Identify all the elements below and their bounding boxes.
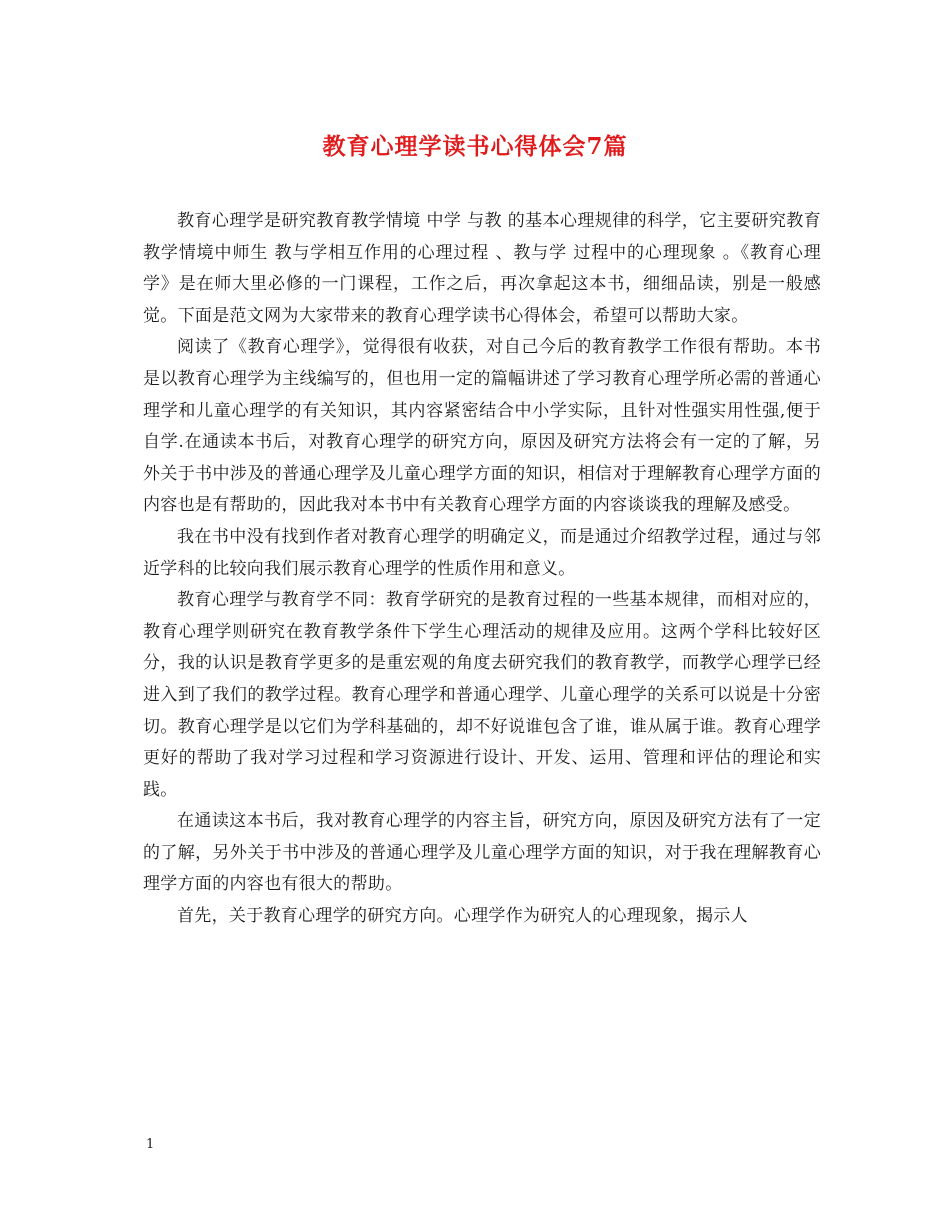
paragraph-2: 阅读了《教育心理学》，觉得很有收获，对自己今后的教育教学工作很有帮助。本书是以教育心理学为主线编写的，但也用一定的篇幅讲述了学习教育心理学所必需的普通心理学和儿童心理学的有关知识，其内容紧密结合中小学实际，且针对性强实用性强,便于自学.在通读本书后，对教育心理学的研究方向，原因及研究方法将会有一定的了解，另外关于书中涉及的普通心理学及儿童心理学方面的知识，相信对于理解教育心理学方面的内容也是有帮助的，因此我对本书中有关教育心理学方面的内容谈谈我的理解及感受。 bbox=[143, 337, 821, 516]
paragraph-4: 教育心理学与教育学不同：教育学研究的是教育过程的一些基本规律，而相对应的，教育心理学则研究在教育教学条件下学生心理活动的规律及应用。这两个学科比较好区分，我的认识是教育学更多的是重宏观的角度去研究我们的教育教学，而教学心理学已经进入到了我们的教学过程。教育心理学和普通心理学、儿童心理学的关系可以说是十分密切。教育心理学是以它们为学科基础的，却不好说谁包含了谁，谁从属于谁。教育心理学更好的帮助了我对学习过程和学习资源进行设计、开发、运用、管理和评估的理论和实践。 bbox=[143, 590, 821, 800]
document-body bbox=[143, 206, 821, 933]
paragraph-3: 我在书中没有找到作者对教育心理学的明确定义，而是通过介绍教学过程，通过与邻近学科的比较向我们展示教育心理学的性质作用和意义。 bbox=[143, 526, 821, 579]
page-number: 1 bbox=[146, 1137, 155, 1152]
paragraph-1: 教育心理学是研究教育教学情境 中学 与教 的基本心理规律的科学，它主要研究教育教学情境中师生 教与学相互作用的心理过程 、教与学 过程中的心理现象 。《教育心理学》是在师大里必修的一门课程，工作之后，再次拿起这本书，细细品读，别是一般感觉。下面是范文网为大家带来的教育心理学读书心得体会，希望可以帮助大家。 bbox=[143, 211, 821, 326]
paragraph-5: 在通读这本书后，我对教育心理学的内容主旨，研究方向，原因及研究方法有了一定的了解，另外关于书中涉及的普通心理学及儿童心理学方面的知识，对于我在理解教育心理学方面的内容也有很大的帮助。 bbox=[143, 811, 821, 895]
document-title: 教育心理学读书心得体会7篇 bbox=[322, 133, 628, 160]
paragraph-6: 首先，关于教育心理学的研究方向。心理学作为研究人的心理现象，揭示人 bbox=[177, 906, 748, 927]
